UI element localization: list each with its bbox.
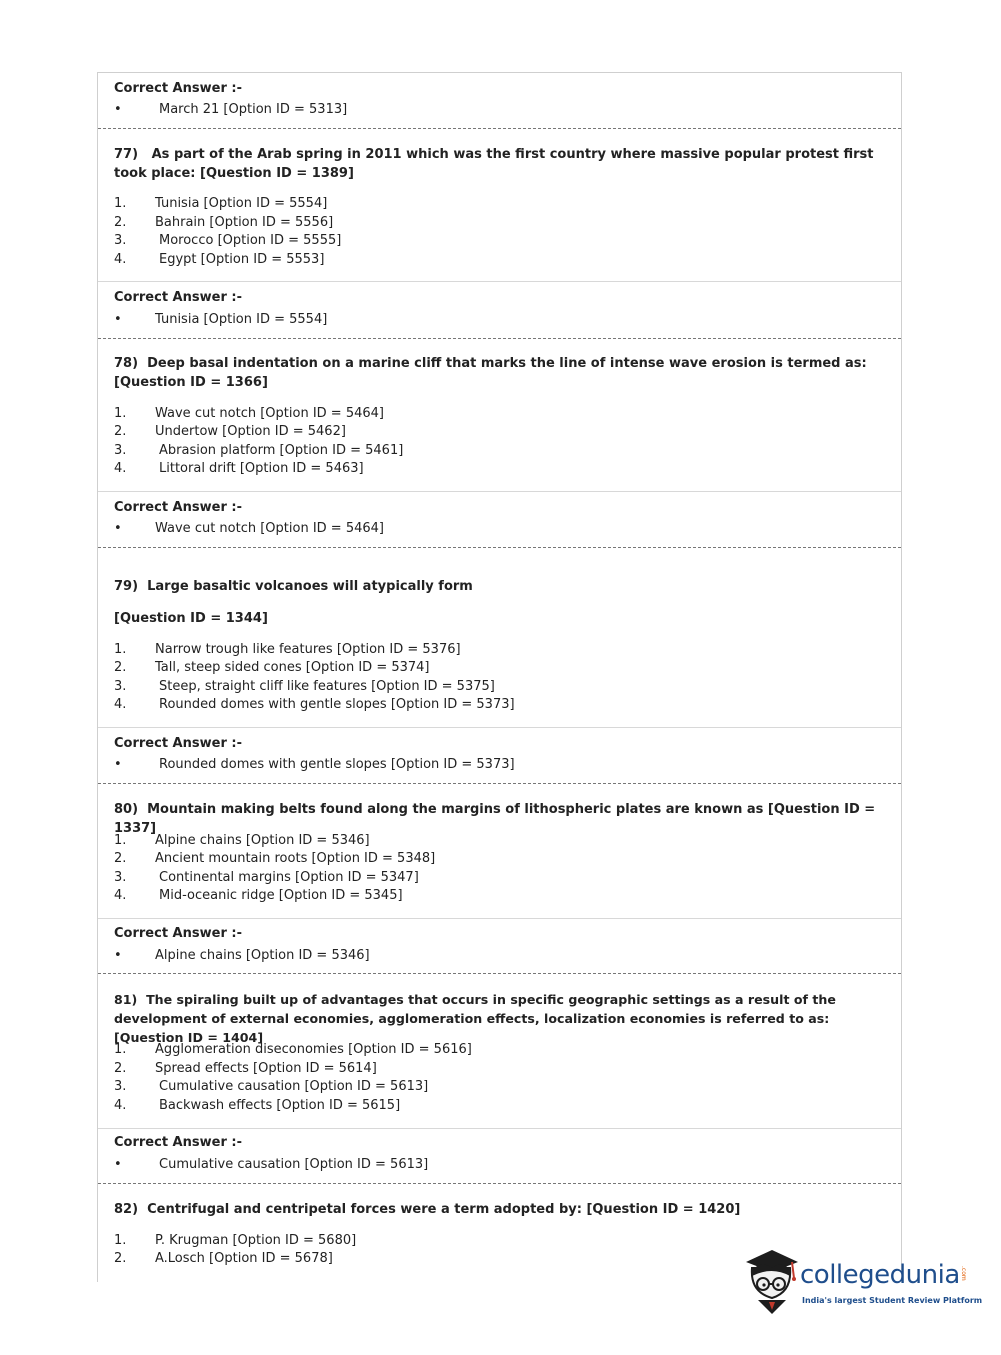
question-divider	[98, 1183, 901, 1184]
correct-answer-text: Alpine chains [Option ID = 5346]	[155, 948, 370, 963]
question-text: Deep basal indentation on a marine cliff that marks the line of intense wave erosion is termed as: [Question ID = 1366]	[114, 356, 867, 390]
answer-divider	[98, 918, 901, 919]
logo-tagline: India's largest Student Review Platform	[802, 1296, 983, 1305]
correct-answer-label: Correct Answer :-	[114, 926, 242, 941]
question-77	[114, 145, 886, 183]
correct-answer-text: March 21 [Option ID = 5313]	[159, 102, 348, 117]
question-divider	[98, 783, 901, 784]
bullet: •	[114, 1157, 122, 1172]
answer-divider	[98, 281, 901, 282]
question-number: 78)	[114, 356, 139, 371]
question-divider	[98, 338, 901, 339]
bullet: •	[114, 948, 122, 963]
question-divider	[98, 547, 901, 548]
question-text: Mountain making belts found along the margins of lithospheric plates are known as [Question ID = 1337]	[114, 802, 876, 836]
question-text: As part of the Arab spring in 2011 which was the first country where massive popular protest first took place: [Question ID = 1389]	[114, 147, 874, 181]
question-79	[114, 577, 886, 596]
answer-divider	[98, 491, 901, 492]
question-divider	[98, 973, 901, 974]
correct-answer-label: Correct Answer :-	[114, 1135, 242, 1150]
bullet: •	[114, 102, 122, 117]
logo-wordmark: collegedunia	[800, 1260, 960, 1290]
correct-answer-label: Correct Answer :-	[114, 500, 242, 515]
question-number: 77)	[114, 147, 139, 162]
bullet: •	[114, 757, 122, 772]
question-number: 81)	[114, 992, 138, 1007]
answer-divider	[98, 1128, 901, 1129]
bullet: •	[114, 312, 122, 327]
question-text: The spiraling built up of advantages that occurs in specific geographic settings as a result of the development of external economies, agglomeration effects, localization economies is referred to as: [Question ID = 1404]	[114, 992, 836, 1045]
correct-answer-label: Correct Answer :-	[114, 736, 242, 751]
correct-answer-label: Correct Answer :-	[114, 290, 242, 305]
correct-answer-text: Cumulative causation [Option ID = 5613]	[159, 1157, 429, 1172]
question-81	[114, 990, 886, 1047]
question-divider	[98, 128, 901, 129]
logo-com: .com	[960, 1266, 967, 1281]
correct-answer-label: Correct Answer :-	[114, 81, 242, 96]
bullet: •	[114, 521, 122, 536]
question-sheet: Correct Answer :- • March 21 [Option ID = 5313] 77) As part of the Arab spring in 2011 which was the first country where massive popular protest first took place: [Question ID = 1389] 1. Tunisia [Option ID = 5554] 2. Bahrain [Option ID = 5556] 3. Morocco [Option ID = 5555] 4. Egypt [Option ID = 5553] Correct Answer :- • Tunisia [Option ID = 5554] 78) Deep basal indentation on a marine cliff that marks the line of intense wave erosion is termed as: [Question ID = 1366] 1. Wave cut notch [Option ID = 5464] 2. Undertow [Option ID = 5462] 3. Abrasion platform [Option ID = 5461] 4. Littoral drift [Option ID = 5463] Correct Answer :- • Wave cut notch [Option ID = 5464] 79) Large basaltic volcanoes will atypically form [Question ID = 1344] 1. Narrow trough like features [Option ID = 5376] 2. Tall, steep sided cones [Option ID = 5374] 3. Steep, straight cliff like features [Option ID = 5375] 4. Rounded domes with gentle slopes [Option ID = 5373] Correct Answer :- • Rounded domes with gentle slopes [Option ID = 5373] 80) Mountain making belts found along the margins of lithospheric plates are known as [Question ID = 1337] 1. Alpine chains [Option ID = 5346] 2. Ancient mountain roots [Option ID = 5348] 3. Continental margins [Option ID = 5347] 4. Mid-oceanic ridge [Option ID = 5345] Correct Answer :- • Alpine chains [Option ID = 5346] 81) The spiraling built up of advantages that occurs in specific geographic settings as a result of the development of external economies, agglomeration effects, localization economies is referred to as: [Question ID = 1404] 1. Agglomeration diseconomies [Option ID = 5616] 2. Spread effects [Option ID = 5614] 3. Cumulative causation [Option ID = 5613] 4. Backwash effects [Option ID = 5615] Correct Answer :- • Cumulative causation [Option ID = 5613] 82) Centrifugal and centripetal forces were a term adopted by: [Question ID = 1420] 1. P. Krugman [Option ID = 5680] 2. A.Losch [Option ID = 5678]	[97, 72, 902, 1282]
correct-answer-text: Tunisia [Option ID = 5554]	[155, 312, 328, 327]
question-82	[114, 1200, 886, 1219]
collegedunia-logo	[742, 1248, 983, 1318]
question-text: Large basaltic volcanoes will atypically form	[147, 579, 473, 594]
question-number: 79)	[114, 579, 139, 594]
question-78	[114, 354, 886, 392]
question-number: 80)	[114, 802, 139, 817]
correct-answer-text: Wave cut notch [Option ID = 5464]	[155, 521, 384, 536]
mascot-icon	[742, 1248, 800, 1318]
question-id: [Question ID = 1344]	[114, 611, 268, 626]
question-number: 82)	[114, 1202, 139, 1217]
question-text: Centrifugal and centripetal forces were a term adopted by: [Question ID = 1420]	[147, 1202, 741, 1217]
answer-divider	[98, 727, 901, 728]
correct-answer-text: Rounded domes with gentle slopes [Option ID = 5373]	[159, 757, 515, 772]
